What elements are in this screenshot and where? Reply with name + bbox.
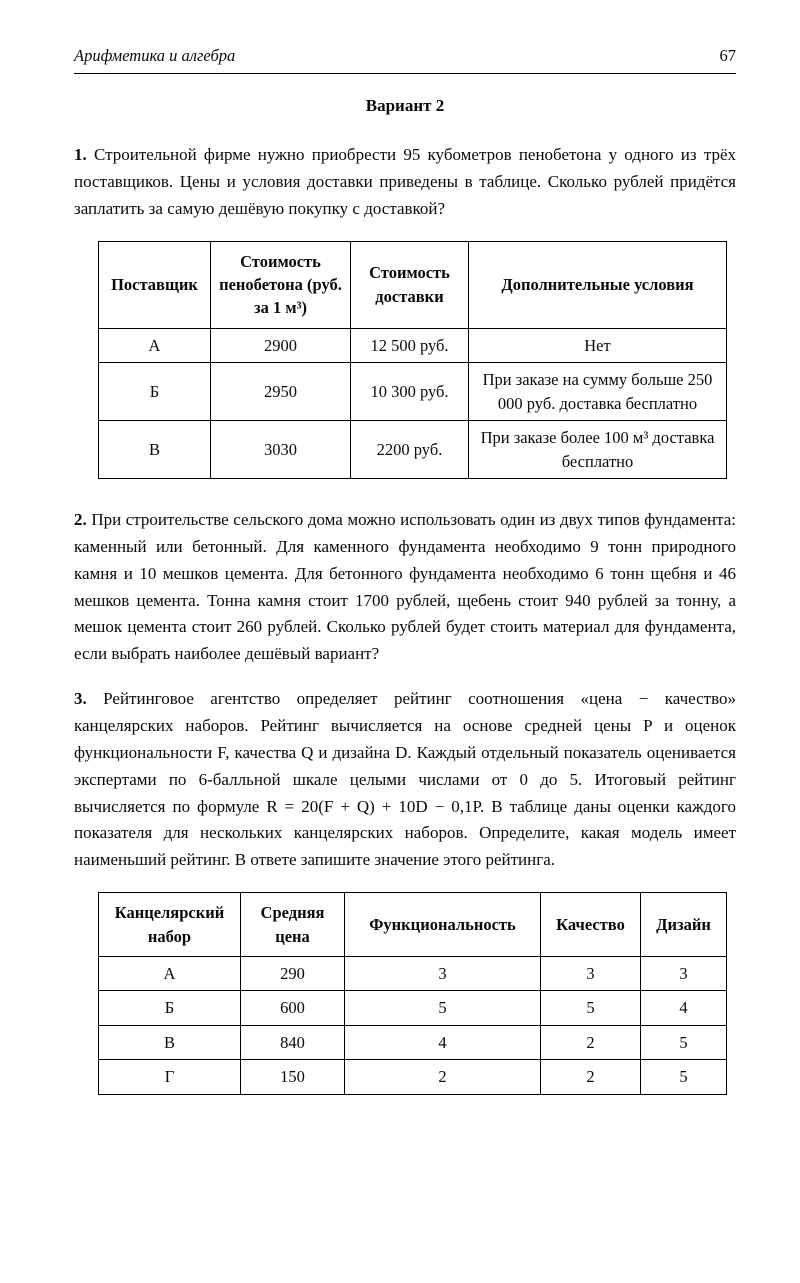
table-cell: 4 bbox=[345, 1025, 541, 1059]
table-cell: 2 bbox=[541, 1060, 641, 1094]
problem-3 bbox=[74, 686, 736, 874]
table-cell: 12 500 руб. bbox=[351, 328, 469, 362]
table-row bbox=[99, 1060, 727, 1094]
table-row bbox=[99, 1025, 727, 1059]
problem-1-text: Строительной фирме нужно приобрести 95 кубометров пенобетона у одного из трёх поставщиков. Цены и условия доставки приведены в таблице. Сколько рублей придётся заплатить за самую дешёвую покупку с доставкой? bbox=[74, 145, 737, 218]
table-cell: 2200 руб. bbox=[351, 421, 469, 479]
suppliers-table-header-row bbox=[99, 241, 727, 328]
header-additional-conditions: Дополнительные условия bbox=[469, 241, 727, 328]
bottom-margin bbox=[74, 1123, 736, 1243]
table-row bbox=[99, 363, 727, 421]
rating-table-header-row bbox=[99, 893, 727, 957]
table-cell: 4 bbox=[641, 991, 727, 1025]
table-cell: 3030 bbox=[211, 421, 351, 479]
problem-1 bbox=[74, 142, 736, 223]
table-cell: 2 bbox=[541, 1025, 641, 1059]
problem-3-number: 3. bbox=[74, 689, 87, 709]
table-row bbox=[99, 421, 727, 479]
header-supplier: Поставщик bbox=[99, 241, 211, 328]
problem-2-number: 2. bbox=[74, 509, 87, 529]
table-cell: При заказе более 100 м³ доставка бесплатно bbox=[469, 421, 727, 479]
table-row bbox=[99, 328, 727, 362]
suppliers-table bbox=[98, 241, 727, 479]
table-cell: 5 bbox=[541, 991, 641, 1025]
header-quality: Качество bbox=[541, 893, 641, 957]
page-number: 67 bbox=[719, 46, 736, 65]
table-cell: 600 bbox=[241, 991, 345, 1025]
header-stationery-set: Канцелярский набор bbox=[99, 893, 241, 957]
table-cell: 10 300 руб. bbox=[351, 363, 469, 421]
header-rule bbox=[74, 73, 736, 74]
rating-table bbox=[98, 892, 727, 1095]
problem-2-text: При строительстве сельского дома можно использовать один из двух типов фундамента: каменный или бетонный. Для каменного фундамента необходимо 9 тонн природного камня и 10 мешков цемента. Для бетонного фундамента необходимо 6 тонн щебня и 46 мешков цемента. Тонна камня стоит 1700 рублей, щебень стоит 940 рублей за тонну, а мешок цемента стоит 260 рублей. Сколько рублей будет стоить материал для фундамента, если выбрать наиболее дешёвый вариант? bbox=[74, 509, 737, 664]
table-cell: 290 bbox=[241, 956, 345, 990]
problem-1-number: 1. bbox=[74, 145, 87, 164]
header-functionality: Функциональность bbox=[345, 893, 541, 957]
table-row bbox=[99, 991, 727, 1025]
table-cell: 2950 bbox=[211, 363, 351, 421]
table-cell: 2900 bbox=[211, 328, 351, 362]
problem-2 bbox=[74, 507, 736, 668]
table-row bbox=[99, 956, 727, 990]
table-cell: В bbox=[99, 1025, 241, 1059]
section-title: Арифметика и алгебра bbox=[74, 46, 236, 65]
table-cell: 5 bbox=[641, 1025, 727, 1059]
header-design: Дизайн bbox=[641, 893, 727, 957]
table-cell: 3 bbox=[641, 956, 727, 990]
table-cell: 5 bbox=[641, 1060, 727, 1094]
table-cell: А bbox=[99, 328, 211, 362]
header-foam-concrete-price: Стоимость пенобетона (руб. за 1 м³) bbox=[211, 241, 351, 328]
problem-3-text: Рейтинговое агентство определяет рейтинг соотношения «цена − качество» канцелярских наборов. Рейтинг вычисляется на основе средней цены P и оценок функциональности F, качества Q и дизайна D. Каждый отдельный показатель оценивается экспертами по 6-балльной шкале целыми числами от 0 до 5. Итоговый рейтинг вычисляется по формуле R = 20(F + Q) + 10D − 0,1P. В таблице даны оценки каждого показателя для нескольких канцелярских наборов. Определите, какая модель имеет наименьший рейтинг. В ответе запишите значение этого рейтинга. bbox=[74, 689, 737, 870]
variant-title: Вариант 2 bbox=[365, 96, 445, 115]
table-cell: 2 bbox=[345, 1060, 541, 1094]
header-average-price: Средняя цена bbox=[241, 893, 345, 957]
table-cell: В bbox=[99, 421, 211, 479]
table-cell: 840 bbox=[241, 1025, 345, 1059]
table-cell: 3 bbox=[541, 956, 641, 990]
table-cell: При заказе на сумму больше 250 000 руб. доставка бесплатно bbox=[469, 363, 727, 421]
table-cell: 3 bbox=[345, 956, 541, 990]
table-cell: Г bbox=[99, 1060, 241, 1094]
table-cell: Б bbox=[99, 363, 211, 421]
table-cell: Нет bbox=[469, 328, 727, 362]
running-head bbox=[74, 46, 736, 73]
table-cell: 5 bbox=[345, 991, 541, 1025]
table-cell: А bbox=[99, 956, 241, 990]
table-cell: 150 bbox=[241, 1060, 345, 1094]
header-delivery-cost: Стоимость доставки bbox=[351, 241, 469, 328]
table-cell: Б bbox=[99, 991, 241, 1025]
